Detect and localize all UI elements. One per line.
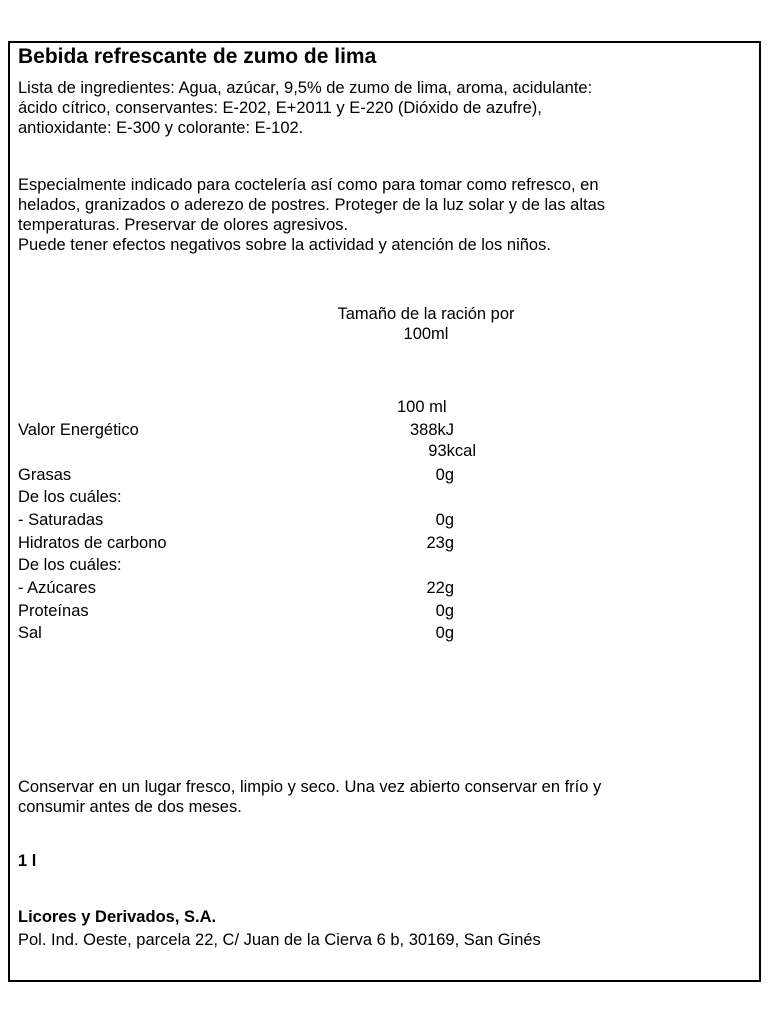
nutrition-row-label: Valor Energético: [18, 421, 139, 439]
serving-size-line: Tamaño de la ración por: [337, 305, 515, 323]
storage-line: consumir antes de dos meses.: [18, 798, 242, 816]
nutrition-row-value: 0g: [435, 624, 454, 642]
company-name: Licores y Derivados, S.A.: [18, 908, 217, 926]
ingredients-line: ácido cítrico, conservantes: E-202, E+2011 y E-220 (Dióxido de azufre),: [18, 99, 542, 117]
ingredients-text: [18, 78, 592, 138]
nutrition-row-label: - Saturadas: [18, 511, 104, 529]
nutrition-row-label: De los cuáles:: [18, 488, 122, 506]
net-volume: 1 l: [18, 852, 37, 870]
nutrition-row-value: 93kcal: [428, 442, 476, 460]
nutrition-row-label: Sal: [18, 624, 42, 642]
nutrition-row-value: 388kJ: [409, 421, 454, 439]
serving-size-heading: [296, 304, 556, 344]
nutrition-row-value: 0g: [435, 511, 454, 529]
company-address: Pol. Ind. Oeste, parcela 22, C/ Juan de la Cierva 6 b, 30169, San Ginés: [18, 931, 541, 949]
nutrition-row-value: 0g: [435, 602, 454, 620]
ingredients-line: Lista de ingredientes: Agua, azúcar, 9,5% de zumo de lima, aroma, acidulante:: [18, 79, 593, 97]
usage-text: [18, 175, 605, 255]
usage-line: Puede tener efectos negativos sobre la actividad y atención de los niños.: [18, 236, 551, 254]
product-title: Bebida refrescante de zumo de lima: [18, 45, 377, 68]
nutrition-row-label: Grasas: [18, 466, 72, 484]
nutrition-row-value: 22g: [426, 579, 454, 597]
storage-text: [18, 777, 601, 817]
serving-size-line: 100ml: [403, 325, 449, 343]
usage-line: helados, granizados o aderezo de postres. Proteger de la luz solar y de las altas: [18, 196, 606, 214]
nutrition-row-label: De los cuáles:: [18, 556, 122, 574]
nutrition-row-label: Proteínas: [18, 602, 89, 620]
ingredients-line: antioxidante: E-300 y colorante: E-102.: [18, 119, 304, 137]
nutrition-row-value: 23g: [426, 534, 454, 552]
nutrition-column-header: 100 ml: [397, 398, 447, 416]
usage-line: Especialmente indicado para coctelería así como para tomar como refresco, en: [18, 176, 599, 194]
nutrition-row-label: - Azúcares: [18, 579, 96, 597]
storage-line: Conservar en un lugar fresco, limpio y seco. Una vez abierto conservar en frío y: [18, 778, 602, 796]
usage-line: temperaturas. Preservar de olores agresivos.: [18, 216, 349, 234]
nutrition-row-label: Hidratos de carbono: [18, 534, 167, 552]
nutrition-row-value: 0g: [435, 466, 454, 484]
